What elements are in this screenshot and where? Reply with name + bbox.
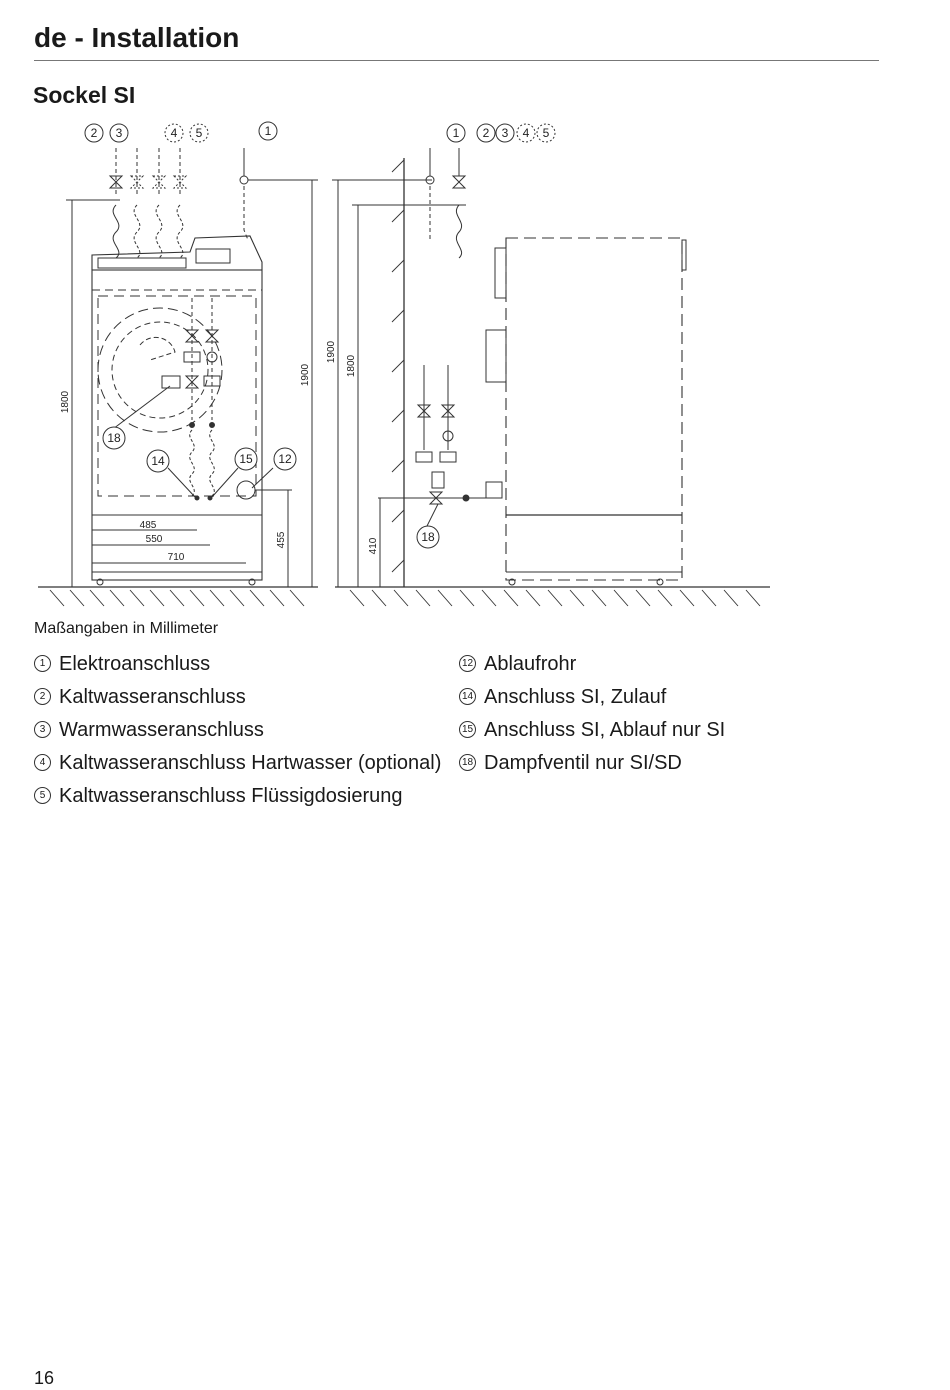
- legend-text: Elektroanschluss: [59, 653, 211, 675]
- legend-number: 18: [459, 754, 476, 771]
- page-number: 16: [34, 1368, 55, 1388]
- callout-2-front: 2: [90, 126, 98, 140]
- legend-number: 5: [34, 787, 51, 804]
- legend-item: [34, 751, 444, 775]
- callout-18-front: 18: [107, 431, 121, 445]
- dim-1800-front: 1800: [60, 390, 71, 414]
- dim-550: 550: [145, 534, 163, 545]
- callout-15-front: 15: [239, 452, 253, 466]
- callout-4-side: 4: [522, 126, 530, 140]
- dim-410: 410: [368, 537, 379, 555]
- callout-18-side: 18: [421, 530, 435, 544]
- legend-number: 3: [34, 721, 51, 738]
- section-title: Sockel SI: [33, 82, 136, 108]
- page-header-title: de - Installation: [34, 22, 240, 53]
- callout-14-front: 14: [151, 454, 165, 468]
- dim-710: 710: [167, 552, 185, 563]
- legend-number: 1: [34, 655, 51, 672]
- callout-3-front: 3: [115, 126, 123, 140]
- legend-text: Kaltwasseranschluss: [59, 686, 246, 708]
- legend-text: Anschluss SI, Zulauf: [484, 686, 667, 708]
- legend-item: [34, 685, 444, 709]
- callout-5-side: 5: [542, 126, 550, 140]
- legend-text: Anschluss SI, Ablauf nur SI: [484, 719, 726, 741]
- callout-1-side: 1: [452, 126, 460, 140]
- legend-number: 12: [459, 655, 476, 672]
- legend-item: [34, 718, 444, 742]
- dim-1900-front: 1900: [300, 363, 311, 387]
- legend-text: Warmwasseranschluss: [59, 719, 264, 741]
- callout-1-front: 1: [264, 124, 272, 138]
- legend-item: [459, 751, 879, 775]
- dim-1900-side: 1900: [326, 340, 337, 364]
- legend-item: [459, 718, 879, 742]
- dim-455: 455: [276, 531, 287, 549]
- callout-5-front: 5: [195, 126, 203, 140]
- dim-485: 485: [139, 520, 157, 531]
- legend-item: [34, 652, 444, 676]
- callout-4-front: 4: [170, 126, 178, 140]
- legend-text: Kaltwasseranschluss Hartwasser (optional): [59, 752, 442, 774]
- callout-12-front: 12: [278, 452, 292, 466]
- callout-3-side: 3: [501, 126, 509, 140]
- legend-text: Dampfventil nur SI/SD: [484, 752, 682, 774]
- callout-2-side: 2: [482, 126, 490, 140]
- installation-drawing: [0, 110, 950, 615]
- legend-number: 2: [34, 688, 51, 705]
- legend-right: [459, 652, 879, 784]
- figure-caption: Maßangaben in Millimeter: [34, 620, 219, 637]
- legend-left: [34, 652, 444, 817]
- header-rule: [34, 60, 879, 61]
- side-view: [332, 148, 770, 606]
- legend-item: [34, 784, 444, 808]
- legend-text: Ablaufrohr: [484, 653, 577, 675]
- legend-number: 15: [459, 721, 476, 738]
- legend-item: [459, 652, 879, 676]
- dim-1800-side: 1800: [346, 354, 357, 378]
- legend-number: 4: [34, 754, 51, 771]
- legend-text: Kaltwasseranschluss Flüssigdosierung: [59, 785, 403, 807]
- legend-item: [459, 685, 879, 709]
- legend-number: 14: [459, 688, 476, 705]
